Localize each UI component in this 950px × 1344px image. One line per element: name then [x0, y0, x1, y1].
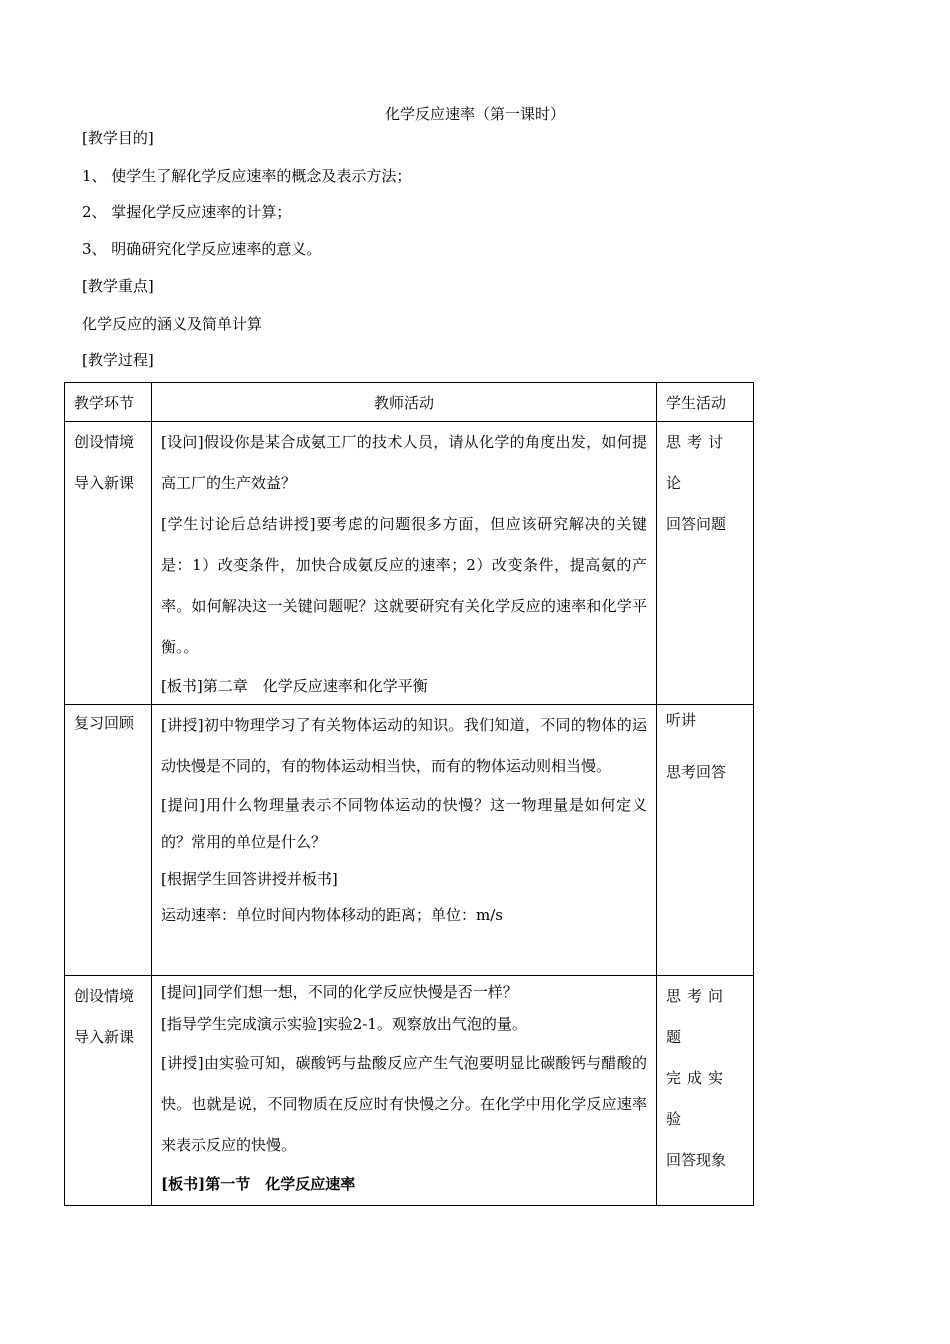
stage-cell — [65, 705, 152, 976]
teacher-paragraph: 运动速率：单位时间内物体移动的距离；单位：m/s — [161, 906, 503, 924]
teacher-activity-cell — [152, 705, 657, 976]
stage-line: 创设情境 — [74, 987, 135, 1005]
stage-line: 导入新课 — [74, 474, 135, 492]
table-row — [65, 705, 754, 976]
stage-line: 导入新课 — [74, 1028, 135, 1046]
student-line: 回答现象 — [666, 1151, 727, 1169]
key-points-heading: [教学重点] — [82, 277, 154, 295]
teacher-paragraph: [学生讨论后总结讲授]要考虑的问题很多方面，但应该研究解决的关键是：1）改变条件，加快合成氨反应的速率；2）改变条件，提高氨的产率。如何解决这一关键问题呢？这就要研究有关化学反应的速率和化学平衡。。 — [161, 515, 647, 656]
student-line: 思考问题 — [666, 987, 730, 1046]
teacher-paragraph: [提问]同学们想一想，不同的化学反应快慢是否一样？ — [161, 983, 518, 1001]
document-title: 化学反应速率（第一课时） — [384, 105, 565, 123]
stage-cell — [65, 422, 152, 705]
student-line: 完成实验 — [666, 1069, 730, 1128]
teacher-paragraph: [讲授]由实验可知，碳酸钙与盐酸反应产生气泡要明显比碳酸钙与醋酸的快。也就是说，不同物质在反应时有快慢之分。在化学中用化学反应速率来表示反应的快慢。 — [161, 1054, 647, 1154]
objective-item-2: 2、 掌握化学反应速率的计算； — [82, 203, 292, 221]
teacher-paragraph: [设问]假设你是某合成氨工厂的技术人员，请从化学的角度出发，如何提高工厂的生产效益？ — [161, 433, 647, 492]
table-header-row — [65, 383, 754, 422]
teacher-paragraph: [板书]第一节 化学反应速率 — [161, 1175, 356, 1193]
teacher-activity-cell — [152, 976, 657, 1206]
table-row — [65, 422, 754, 705]
teacher-paragraph: [根据学生回答讲授并板书] — [161, 870, 338, 888]
process-heading: [教学过程] — [82, 351, 154, 369]
teacher-paragraph: [提问]用什么物理量表示不同物体运动的快慢？这一物理量是如何定义的？常用的单位是什么？ — [161, 796, 647, 851]
header-stage: 教学环节 — [65, 383, 152, 422]
student-activity-cell — [657, 976, 754, 1206]
lesson-process-table — [64, 382, 754, 1206]
student-line: 思考讨论 — [666, 433, 730, 492]
student-line: 思考回答 — [666, 763, 727, 781]
stage-line: 复习回顾 — [74, 714, 135, 732]
student-activity-cell — [657, 705, 754, 976]
teacher-paragraph: [讲授]初中物理学习了有关物体运动的知识。我们知道，不同的物体的运动快慢是不同的，有的物体运动相当快，而有的物体运动则相当慢。 — [161, 716, 647, 775]
stage-cell — [65, 976, 152, 1206]
header-student-activity: 学生活动 — [657, 383, 754, 422]
objectives-heading: [教学目的] — [82, 129, 154, 147]
table-row — [65, 976, 754, 1206]
teacher-paragraph: [板书]第二章 化学反应速率和化学平衡 — [161, 677, 428, 695]
teacher-paragraph: [指导学生完成演示实验]实验2-1。观察放出气泡的量。 — [161, 1015, 527, 1033]
teacher-activity-cell — [152, 422, 657, 705]
student-activity-cell — [657, 422, 754, 705]
stage-line: 创设情境 — [74, 433, 135, 451]
student-line: 回答问题 — [666, 515, 727, 533]
student-line: 听讲 — [666, 711, 697, 729]
objective-item-1: 1、 使学生了解化学反应速率的概念及表示方法； — [82, 167, 412, 185]
key-points-text: 化学反应的涵义及简单计算 — [82, 315, 263, 333]
objective-item-3: 3、 明确研究化学反应速率的意义。 — [82, 240, 322, 258]
header-teacher-activity: 教师活动 — [152, 383, 657, 422]
